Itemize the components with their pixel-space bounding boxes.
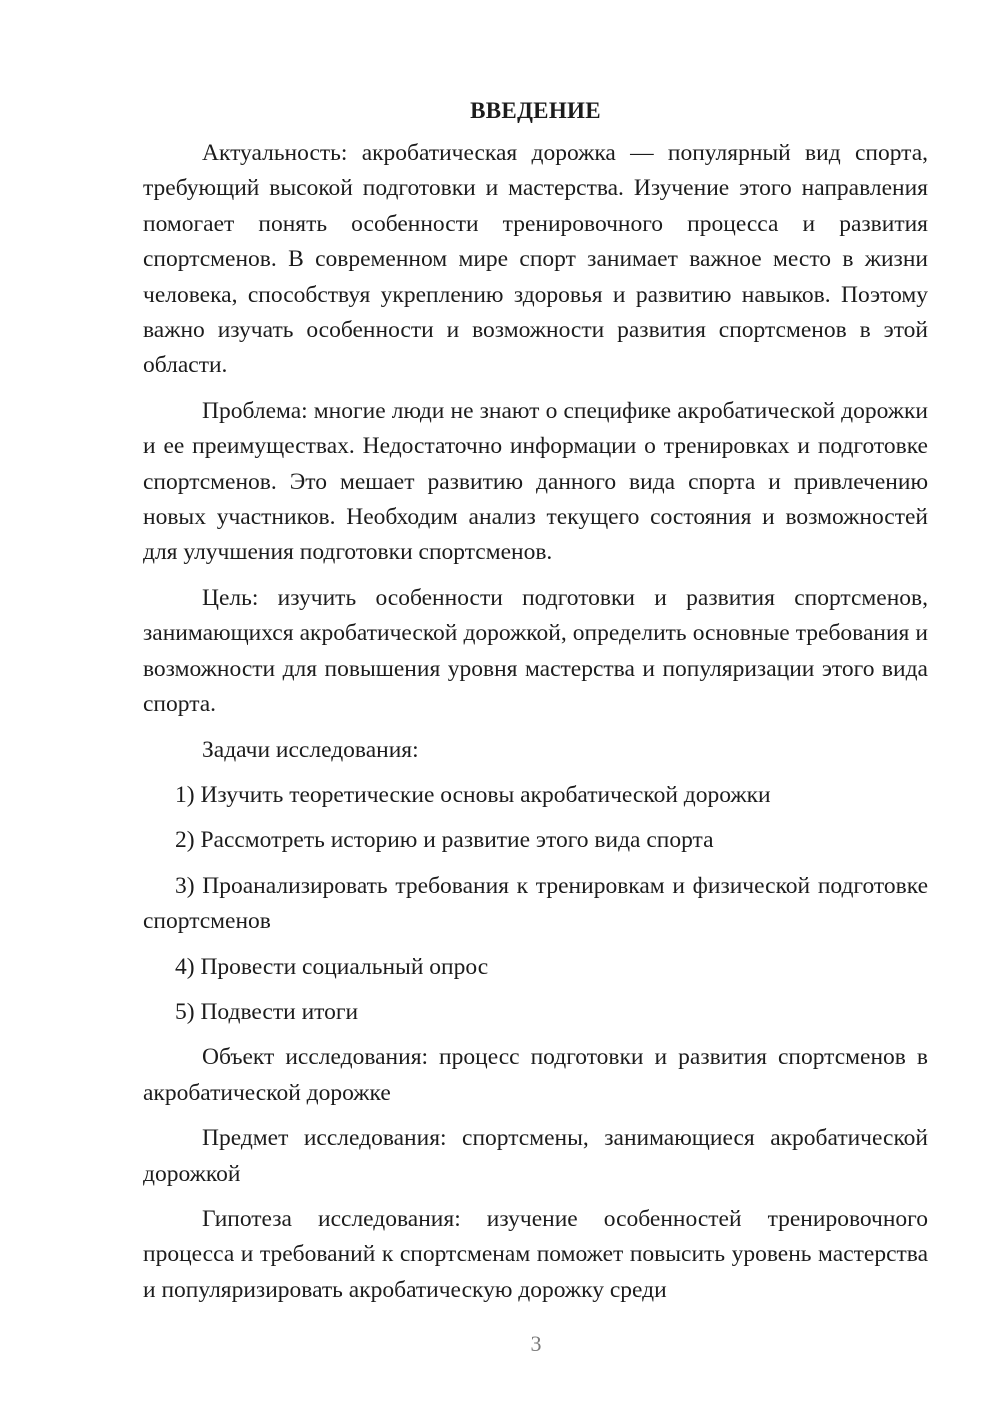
- tasks-intro: Задачи исследования:: [202, 736, 419, 763]
- task-item-3: 3) Проанализировать требования к тренировкам и физической подготовке спортсменов: [143, 872, 928, 935]
- task-item-1: 1) Изучить теоретические основы акробатической дорожки: [175, 781, 771, 808]
- goal-paragraph: Цель: изучить особенности подготовки и развития спортсменов, занимающихся акробатической дорожкой, определить основные требования и возможности для повышения уровня мастерства и популяризации этого вида спорта.: [143, 584, 928, 718]
- task-item-2: 2) Рассмотреть историю и развитие этого вида спорта: [175, 827, 714, 854]
- page-title: ВВЕДЕНИЕ: [470, 98, 601, 123]
- subject-paragraph: Предмет исследования: спортсмены, занимающиеся акробатической дорожкой: [143, 1125, 928, 1187]
- object-paragraph: Объект исследования: процесс подготовки и развития спортсменов в акробатической дорожке: [143, 1044, 928, 1106]
- hypothesis-paragraph: Гипотеза исследования: изучение особенностей тренировочного процесса и требований к спортсменам поможет повысить уровень мастерства и популяризировать акробатическую дорожку среди: [143, 1205, 928, 1303]
- page-content: [143, 92, 928, 1318]
- relevance-paragraph: Актуальность: акробатическая дорожка — популярный вид спорта, требующий высокой подготовки и мастерства. Изучение этого направления помогает понять особенности тренировочного процесса и развития спортсменов. В современном мире спорт занимает важное место в жизни человека, способствуя укреплению здоровья и развитию навыков. Поэтому важно изучать особенности и возможности развития спортсменов в этой области.: [143, 140, 928, 379]
- problem-paragraph: Проблема: многие люди не знают о специфике акробатической дорожки и ее преимуществах. Недостаточно информации о тренировках и подготовке спортсменов. Это мешает развитию данного вида спорта и привлечению новых участников. Необходим анализ текущего состояния и возможностей для улучшения подготовки спортсменов.: [143, 397, 928, 566]
- page-number: 3: [530, 1331, 542, 1356]
- task-item-5: 5) Подвести итоги: [175, 998, 359, 1025]
- task-item-4: 4) Провести социальный опрос: [175, 953, 489, 980]
